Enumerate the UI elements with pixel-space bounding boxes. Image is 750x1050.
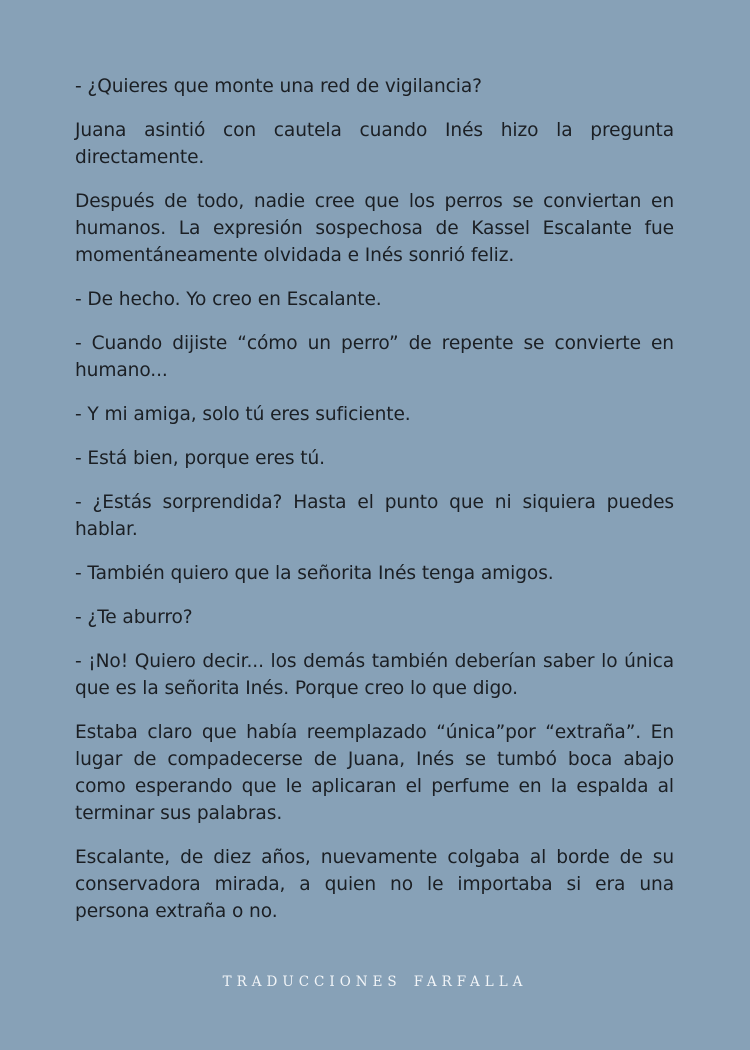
footer-word-farfalla: FARFALLA [413,974,528,990]
story-text [75,73,674,942]
paragraph-12: Estaba claro que había reemplazado “única”por “extraña”. En lugar de compadecerse de Juana, Inés se tumbó boca abajo como esperando que le aplicaran el perfume en la espalda al terminar sus palabras. [75,722,674,824]
paragraph-5: - Cuando dijiste “cómo un perro” de repente se convierte en humano... [75,333,674,381]
paragraph-2: Juana asintió con cautela cuando Inés hizo la pregunta directamente. [75,120,674,168]
paragraph-13: Escalante, de diez años, nuevamente colgaba al borde de su conservadora mirada, a quien no le importaba si era una persona extraña o no. [75,847,674,922]
paragraph-7: - Está bien, porque eres tú. [75,448,325,469]
paragraph-10: - ¿Te aburro? [75,607,193,628]
paragraph-11: - ¡No! Quiero decir... los demás también deberían saber lo única que es la señorita Inés. Porque creo lo que digo. [75,651,674,699]
paragraph-3: Después de todo, nadie cree que los perros se conviertan en humanos. La expresión sospechosa de Kassel Escalante fue momentáneamente olvidada e Inés sonrió feliz. [75,191,674,266]
footer-credit [0,974,750,990]
paragraph-4: - De hecho. Yo creo en Escalante. [75,289,382,310]
footer-word-traducciones: TRADUCCIONES [222,974,402,990]
paragraph-8: - ¿Estás sorprendida? Hasta el punto que ni siquiera puedes hablar. [75,492,674,540]
paragraph-9: - También quiero que la señorita Inés tenga amigos. [75,563,554,584]
paragraph-1: - ¿Quieres que monte una red de vigilancia? [75,76,482,97]
paragraph-6: - Y mi amiga, solo tú eres suficiente. [75,404,411,425]
